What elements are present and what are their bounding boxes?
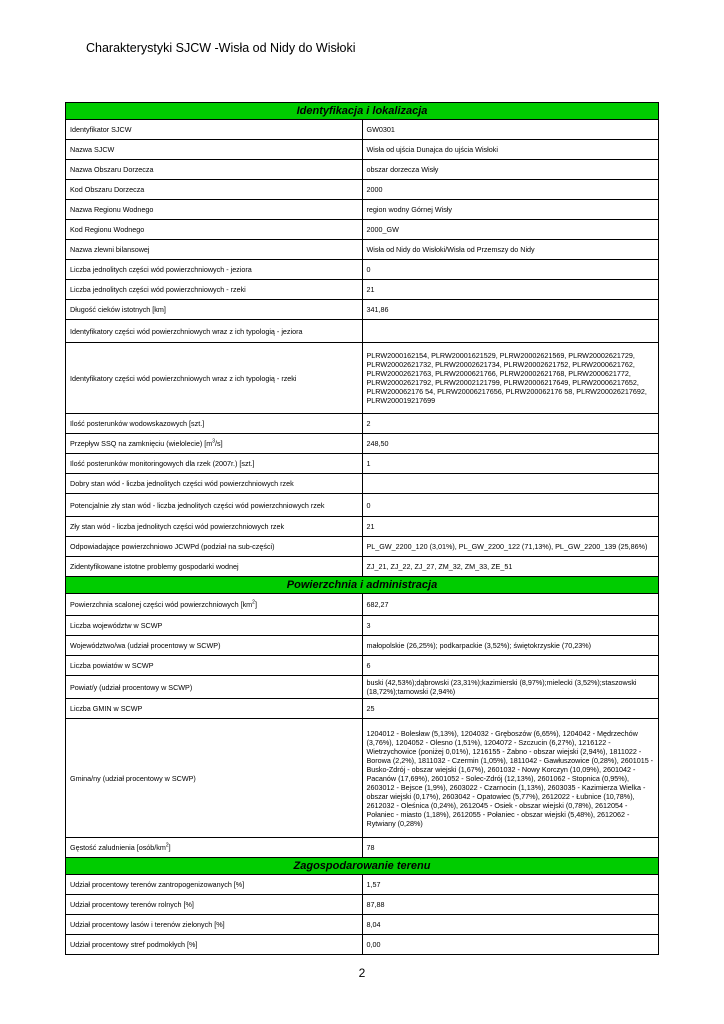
row-label-text: Przepływ SSQ na zamknięciu (wielolecie) [m bbox=[70, 439, 213, 448]
row-label-text: Kod Regionu Wodnego bbox=[70, 225, 145, 234]
table-row bbox=[66, 343, 659, 414]
row-value: 0 bbox=[362, 494, 659, 517]
table-row bbox=[66, 200, 659, 220]
table-row bbox=[66, 838, 659, 858]
row-label bbox=[66, 180, 363, 200]
row-label-text: Identyfikator SJCW bbox=[70, 125, 132, 134]
table-row bbox=[66, 895, 659, 915]
row-label-text: Ilość posterunków wodowskazowych [szt.] bbox=[70, 419, 205, 428]
table-row bbox=[66, 676, 659, 699]
row-label-text: Udział procentowy terenów zantropogenizowanych [%] bbox=[70, 880, 245, 889]
row-value: 1 bbox=[362, 454, 659, 474]
row-value: 2000 bbox=[362, 180, 659, 200]
row-value: 3 bbox=[362, 616, 659, 636]
table-row bbox=[66, 434, 659, 454]
row-value: 2000_GW bbox=[362, 220, 659, 240]
row-label bbox=[66, 699, 363, 719]
row-label-text: Ilość posterunków monitoringowych dla rzek (2007r.) [szt.] bbox=[70, 459, 255, 468]
row-value: ZJ_21, ZJ_22, ZJ_27, ZM_32, ZM_33, ZE_51 bbox=[362, 557, 659, 577]
row-label bbox=[66, 300, 363, 320]
row-label-text: Udział procentowy lasów i terenów zielonych [%] bbox=[70, 920, 225, 929]
row-value: PL_GW_2200_120 (3,01%), PL_GW_2200_122 (71,13%), PL_GW_2200_139 (25,86%) bbox=[362, 537, 659, 557]
row-value: 21 bbox=[362, 280, 659, 300]
row-label bbox=[66, 140, 363, 160]
table-row bbox=[66, 616, 659, 636]
table-row bbox=[66, 935, 659, 955]
row-value: 1,57 bbox=[362, 875, 659, 895]
table-row bbox=[66, 280, 659, 300]
row-label bbox=[66, 280, 363, 300]
row-label bbox=[66, 616, 363, 636]
row-label bbox=[66, 494, 363, 517]
row-label bbox=[66, 343, 363, 414]
row-value: buski (42,53%);dąbrowski (23,31%);kazimierski (8,97%);mielecki (3,52%);staszowski (18,72%);tarnowski (2,94%) bbox=[362, 676, 659, 699]
row-label bbox=[66, 915, 363, 935]
row-value bbox=[362, 474, 659, 494]
table-row bbox=[66, 120, 659, 140]
section-header bbox=[66, 577, 659, 594]
row-value: 78 bbox=[362, 838, 659, 858]
row-label bbox=[66, 676, 363, 699]
row-value: 0,00 bbox=[362, 935, 659, 955]
table-row bbox=[66, 454, 659, 474]
row-label bbox=[66, 719, 363, 838]
table-row bbox=[66, 494, 659, 517]
row-label bbox=[66, 656, 363, 676]
row-label-text: Liczba GMIN w SCWP bbox=[70, 704, 143, 713]
row-label-text: Identyfikatory części wód powierzchniowych wraz z ich typologią - rzeki bbox=[70, 373, 297, 383]
row-label-text: Liczba jednolitych części wód powierzchniowych - jeziora bbox=[70, 265, 252, 274]
row-label-text: Nazwa Regionu Wodnego bbox=[70, 205, 154, 214]
table-row bbox=[66, 517, 659, 537]
table-row bbox=[66, 594, 659, 616]
row-value: małopolskie (26,25%); podkarpackie (3,52%); świętokrzyskie (70,23%) bbox=[362, 636, 659, 656]
row-value: 8,04 bbox=[362, 915, 659, 935]
table-row bbox=[66, 220, 659, 240]
row-label-text: Gmina/ny (udział procentowy w SCWP) bbox=[70, 773, 196, 783]
row-label-text: Powiat/y (udział procentowy w SCWP) bbox=[70, 682, 193, 692]
row-label bbox=[66, 875, 363, 895]
row-value: 2 bbox=[362, 414, 659, 434]
row-label-suffix: /s] bbox=[214, 439, 223, 448]
row-label-text: Potencjalnie zły stan wód - liczba jednolitych części wód powierzchniowych rzek bbox=[70, 500, 325, 510]
row-label bbox=[66, 454, 363, 474]
table-row bbox=[66, 140, 659, 160]
row-label-text: Długość cieków istotnych [km] bbox=[70, 305, 166, 314]
table-row bbox=[66, 300, 659, 320]
row-label bbox=[66, 895, 363, 915]
table-row bbox=[66, 915, 659, 935]
table-row bbox=[66, 719, 659, 838]
row-value: 248,50 bbox=[362, 434, 659, 454]
row-label-text: Nazwa SJCW bbox=[70, 145, 115, 154]
table-row bbox=[66, 320, 659, 343]
row-label bbox=[66, 537, 363, 557]
row-value: 21 bbox=[362, 517, 659, 537]
row-label-text: Powierzchnia scalonej części wód powierzchniowych [km bbox=[70, 600, 253, 609]
row-label-text: Dobry stan wód - liczba jednolitych części wód powierzchniowych rzek bbox=[70, 479, 294, 488]
row-label bbox=[66, 935, 363, 955]
row-value: PLRW2000162154, PLRW20001621529, PLRW20002621569, PLRW20002621729, PLRW20002621732, PLRW20002621734, PLRW20002621752, PLRW2000621762, PLRW20002621763, PLRW2000621766, PLRW20002621768, PLRW2000621772, PLRW20002621792, PLRW20002121799, PLRW20006217649, PLRW20006217652, PLRW200062176 54, PLRW20006217656, PLRW200062176 58, PLRW200026217692, PLRW200019217699 bbox=[362, 343, 659, 414]
section-header bbox=[66, 103, 659, 120]
table-row bbox=[66, 537, 659, 557]
row-label bbox=[66, 474, 363, 494]
row-label-text: Zidentyfikowane istotne problemy gospodarki wodnej bbox=[70, 562, 239, 571]
row-label-text: Gęstość zaludnienia [osób/km bbox=[70, 843, 166, 852]
row-label-superscript: 3 bbox=[212, 438, 215, 445]
row-value: 682,27 bbox=[362, 594, 659, 616]
row-label-text: Udział procentowy stref podmokłych [%] bbox=[70, 940, 198, 949]
row-label-suffix: ] bbox=[168, 843, 171, 852]
table-row bbox=[66, 180, 659, 200]
row-label bbox=[66, 434, 363, 454]
row-label-text: Liczba województw w SCWP bbox=[70, 621, 163, 630]
row-label-text: Identyfikatory części wód powierzchniowych wraz z ich typologią - jeziora bbox=[70, 326, 303, 336]
row-label bbox=[66, 414, 363, 434]
table-row bbox=[66, 260, 659, 280]
row-label bbox=[66, 120, 363, 140]
row-label bbox=[66, 838, 363, 858]
section-title: Powierzchnia i administracja bbox=[66, 577, 659, 594]
page-number: 2 bbox=[358, 966, 366, 980]
table-row bbox=[66, 557, 659, 577]
row-label-suffix: ] bbox=[254, 600, 257, 609]
row-label bbox=[66, 557, 363, 577]
row-label-superscript: 2 bbox=[165, 842, 169, 849]
row-label bbox=[66, 636, 363, 656]
row-label bbox=[66, 260, 363, 280]
table-row bbox=[66, 474, 659, 494]
row-value: 341,86 bbox=[362, 300, 659, 320]
row-value: obszar dorzecza Wisły bbox=[362, 160, 659, 180]
row-label-text: Liczba powiatów w SCWP bbox=[70, 661, 154, 670]
row-label-text: Nazwa zlewni bilansowej bbox=[70, 245, 150, 254]
row-label-text: Odpowiadające powierzchniowo JCWPd (podział na sub-części) bbox=[70, 542, 275, 551]
row-label bbox=[66, 320, 363, 343]
table-row bbox=[66, 699, 659, 719]
row-label-text: Kod Obszaru Dorzecza bbox=[70, 185, 145, 194]
row-value: 1204012 - Bolesław (5,13%), 1204032 - Gręboszów (6,65%), 1204042 - Mędrzechów (3,76%), 1204052 - Olesno (1,51%), 1204072 - Szczucin (6,27%), 1216122 - Wietrzychowice (poniżej 0,01%), 1216155 - Żabno - obszar wiejski (2,94%), 1811022 - Borowa (2,2%), 1811032 - Czermin (1,05%), 1811042 - Gawłuszowice (0,28%), 2601015 - Busko-Zdrój - obszar wiejski (1,67%), 2601032 - Nowy Korczyn (10,09%), 2601042 - Pacanów (17,69%), 2601052 - Solec-Zdrój (12,13%), 2601062 - Stopnica (0,95%), 2603012 - Bejsce (1,9%), 2603022 - Czarnocin (1,13%), 2603035 - Kazimierza Wielka - obszar wiejski (0,17%), 2603042 - Opatowiec (5,77%), 2612022 - Łubnice (10,78%), 2612032 - Oleśnica (0,24%), 2612045 - Osiek - obszar wiejski (0,78%), 2612054 - Połaniec - miasto (1,18%), 2612055 - Połaniec - obszar wiejski (5,48%), 2612062 - Rytwiany (0,28%) bbox=[362, 719, 659, 838]
table-row bbox=[66, 160, 659, 180]
row-label bbox=[66, 594, 363, 616]
section-title: Zagospodarowanie terenu bbox=[66, 858, 659, 875]
row-value: region wodny Górnej Wisły bbox=[362, 200, 659, 220]
row-label bbox=[66, 517, 363, 537]
characteristics-table bbox=[65, 102, 659, 955]
row-label-text: Województwo/wa (udział procentowy w SCWP) bbox=[70, 641, 221, 650]
table-row bbox=[66, 636, 659, 656]
row-value: 0 bbox=[362, 260, 659, 280]
row-label bbox=[66, 220, 363, 240]
row-label-text: Nazwa Obszaru Dorzecza bbox=[70, 165, 154, 174]
row-value: 25 bbox=[362, 699, 659, 719]
table-row bbox=[66, 414, 659, 434]
section-title: Identyfikacja i lokalizacja bbox=[66, 103, 659, 120]
table-row bbox=[66, 240, 659, 260]
row-label-superscript: 2 bbox=[252, 599, 255, 606]
row-label bbox=[66, 200, 363, 220]
table-row bbox=[66, 875, 659, 895]
row-value: Wisła od ujścia Dunajca do ujścia Wisłoki bbox=[362, 140, 659, 160]
row-label bbox=[66, 160, 363, 180]
row-label-text: Liczba jednolitych części wód powierzchniowych - rzeki bbox=[70, 285, 246, 294]
section-header bbox=[66, 858, 659, 875]
row-value bbox=[362, 320, 659, 343]
row-label-text: Zły stan wód - liczba jednolitych części wód powierzchniowych rzek bbox=[70, 522, 285, 531]
table-row bbox=[66, 656, 659, 676]
row-value: 87,88 bbox=[362, 895, 659, 915]
document-title: Charakterystyki SJCW -Wisła od Nidy do Wisłoki bbox=[86, 41, 356, 55]
row-value: 6 bbox=[362, 656, 659, 676]
row-label-text: Udział procentowy terenów rolnych [%] bbox=[70, 900, 194, 909]
row-value: Wisła od Nidy do Wisłoki/Wisła od Przemszy do Nidy bbox=[362, 240, 659, 260]
row-label bbox=[66, 240, 363, 260]
row-value: GW0301 bbox=[362, 120, 659, 140]
